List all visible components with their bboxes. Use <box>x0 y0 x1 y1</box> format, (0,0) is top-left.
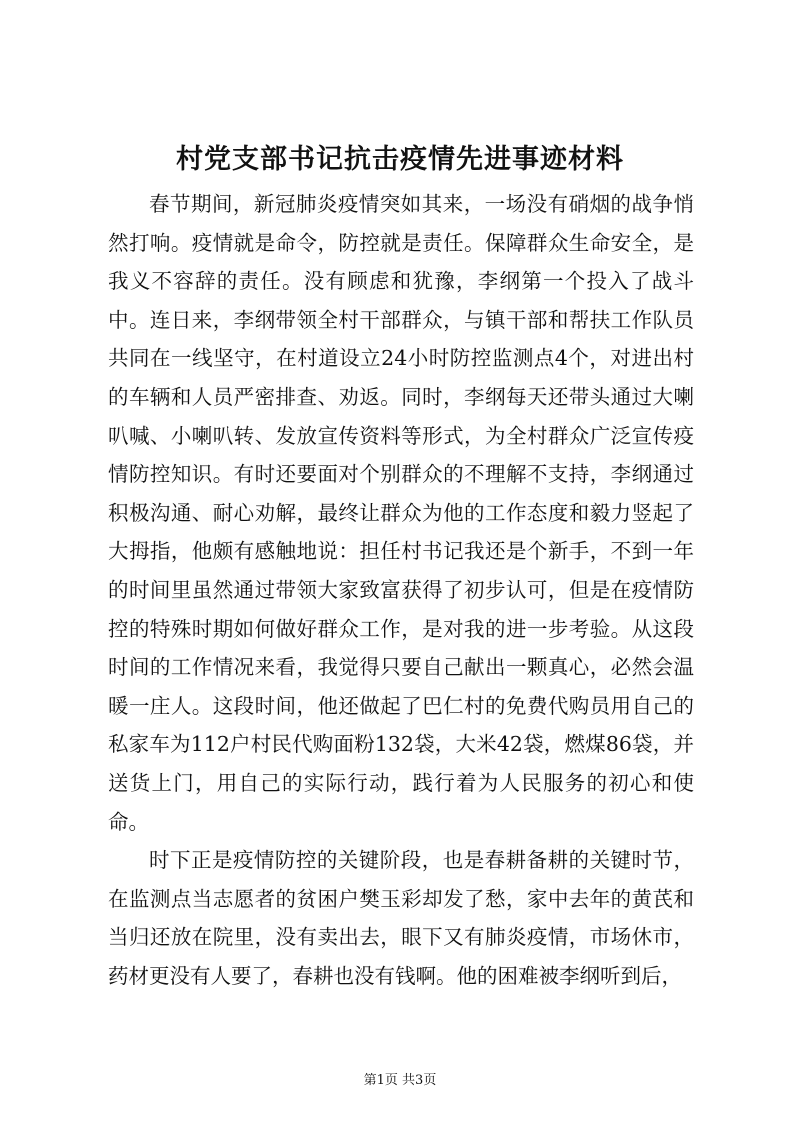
page-footer: 第1页 共3页 <box>363 1073 437 1088</box>
paragraph: 春节期间，新冠肺炎疫情突如其来，一场没有硝烟的战争悄然打响。疫情就是命令，防控就是责任。保障群众生命安全，是我义不容辞的责任。没有顾虑和犹豫，李纲第一个投入了战斗中。连日来，李纲带领全村干部群众，与镇干部和帮扶工作队员共同在一线坚守，在村道设立24小时防控监测点4个，对进出村的车辆和人员严密排查、劝返。同时，李纲每天还带头通过大喇叭喊、小喇叭转、发放宣传资料等形式，为全村群众广泛宣传疫情防控知识。有时还要面对个别群众的不理解不支持，李纲通过积极沟通、耐心劝解，最终让群众为他的工作态度和毅力竖起了大拇指，他颇有感触地说：担任村书记我还是个新手，不到一年的时间里虽然通过带领大家致富获得了初步认可，但是在疫情防控的特殊时期如何做好群众工作，是对我的进一步考验。从这段时间的工作情况来看，我觉得只要自己献出一颗真心，必然会温暖一庄人。这段时间，他还做起了巴仁村的免费代购员用自己的私家车为112户村民代购面粉132袋，大米42袋，燃煤86袋，并送货上门，用自己的实际行动，践行着为人民服务的初心和使命。 <box>108 192 694 834</box>
document-title: 村党支部书记抗击疫情先进事迹材料 <box>176 144 624 175</box>
document-body <box>108 185 694 995</box>
paragraph: 时下正是疫情防控的关键阶段，也是春耕备耕的关键时节，在监测点当志愿者的贫困户樊玉彩却发了愁，家中去年的黄芪和当归还放在院里，没有卖出去，眼下又有肺炎疫情，市场休市，药材更没有人要了，春耕也没有钱啊。他的困难被李纲听到后， <box>108 848 694 988</box>
